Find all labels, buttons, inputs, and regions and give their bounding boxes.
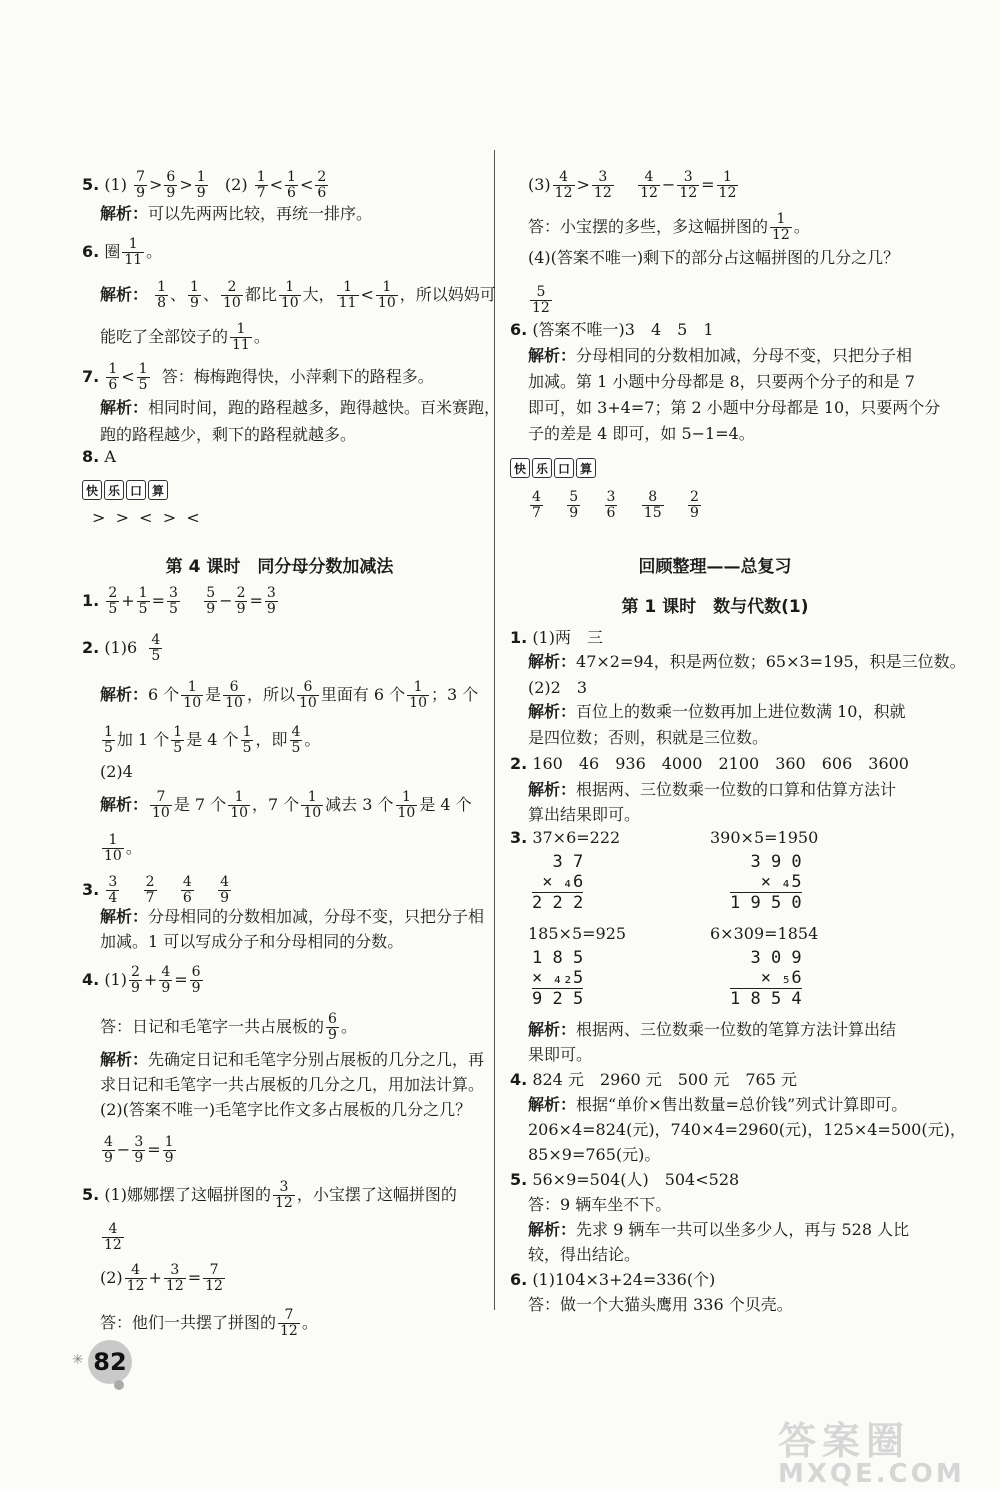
- a5-line: 5. 56×9=504(人) 504<528: [510, 1170, 740, 1189]
- r6-analysis-line4: 子的差是 4 即可，如 5−1=4。: [528, 424, 755, 443]
- watermark-url: MXQE.COM: [778, 1459, 965, 1489]
- watermark-logo: 答案圈: [778, 1419, 911, 1463]
- l4-analysis-line2: 求日记和毛笔字一共占展板的几分之几，用加法计算。: [100, 1075, 485, 1094]
- a1-analysis2: 解析：百位上的数乘一位数再加上进位数满 10，积就: [528, 702, 906, 721]
- q6-analysis-line2: 能吃了全部饺子的 $\frac{1}{11}$ 。: [100, 321, 270, 353]
- a4-analysis-line2: 206×4=824(元)，740×4=2960(元)，125×4=500(元)，: [528, 1120, 966, 1139]
- a2-analysis-line2: 算出结果即可。: [528, 805, 641, 824]
- a4-line: 4. 824 元 2960 元 500 元 765 元: [510, 1070, 797, 1089]
- l4-analysis: 解析：先确定日记和毛笔字分别占展板的几分之几，再: [100, 1050, 485, 1069]
- l2-analysis2: 解析： $\frac{7}{10}$ 是 7 个 $\frac{1}{10}$ ，7 个 $\frac{1}{10}$ 减去 3 个 $\frac{1}{10}$ 是 4 个: [100, 789, 472, 821]
- l2-analysis-line2: $\frac{1}{5}$ 加 1 个 $\frac{1}{5}$ 是 4 个 $\frac{1}{5}$ ，即 $\frac{4}{5}$ 。: [104, 724, 321, 756]
- l4-part2: (2)(答案不唯一)毛笔字比作文多占展板的几分之几？: [100, 1100, 472, 1119]
- a3-expr3: 185×5=925: [528, 924, 627, 943]
- a6-answer: 答：做一个大猫头鹰用 336 个贝壳。: [528, 1295, 793, 1314]
- l2-part2: (2)4: [100, 762, 133, 781]
- l3-line: 3. $\frac{3}{4}$ $\frac{2}{7}$ $\frac{4}{6}$ $\frac{4}{9}$: [82, 874, 230, 906]
- vertical-calc-1: 3 7 × ₄6 2 2 2: [532, 852, 584, 913]
- kuaile-answers: $\frac{4}{7}$ $\frac{5}{9}$ $\frac{3}{6}$ $\frac{8}{15}$ $\frac{2}{9}$: [532, 489, 699, 521]
- l5-line: 5. (1)娜娜摆了这幅拼图的 $\frac{3}{12}$ ，小宝摆了这幅拼图的: [82, 1179, 457, 1211]
- a1-analysis2-line2: 是四位数；否则，积就是三位数。: [528, 728, 769, 747]
- a5-analysis: 解析：先求 9 辆车一共可以坐多少人，再与 528 人比: [528, 1220, 910, 1239]
- l4-line: 4. (1) $\frac{2}{9}$ + $\frac{4}{9}$ = $\frac{6}{9}$: [82, 964, 201, 996]
- a3-expr2: 390×5=1950: [710, 828, 819, 847]
- r6-analysis: 解析：分母相同的分数相加减，分母不变，只把分子相: [528, 346, 913, 365]
- a1-part2: (2)2 3: [528, 678, 588, 697]
- lesson4-title: 第 4 课时 同分母分数加减法: [165, 557, 394, 577]
- fraction: $\frac{2}{6}$: [317, 169, 327, 201]
- kuaile-kousuan-badge: 快 乐 口 算: [510, 458, 596, 478]
- l1-line: 1. $\frac{2}{5}$ + $\frac{1}{5}$ = $\frac{3}{5}$ $\frac{5}{9}$ − $\frac{2}{9}$ = $\frac{3}{9}$: [82, 585, 276, 617]
- a3-expr4: 6×309=1854: [710, 924, 819, 943]
- q6-line: 6. 圈 $\frac{1}{11}$ 。: [82, 236, 163, 268]
- l4-answer: 答：日记和毛笔字一共占展板的 $\frac{6}{9}$ 。: [100, 1011, 357, 1043]
- r3-line: (3) $\frac{4}{12}$ > $\frac{3}{12}$ $\frac{4}{12}$ − $\frac{3}{12}$ = $\frac{1}{12}$: [528, 169, 737, 201]
- r6-analysis-line3: 即可，如 3+4=7；第 2 小题中分母都是 10，只要两个分: [528, 398, 941, 417]
- page-number: 82: [88, 1340, 132, 1384]
- l5-part2: (2) $\frac{4}{12}$ + $\frac{3}{12}$ = $\frac{7}{12}$: [100, 1262, 223, 1294]
- l5-line-cont: $\frac{4}{12}$: [104, 1221, 122, 1253]
- fraction: $\frac{1}{7}$: [256, 169, 266, 201]
- a3-analysis: 解析：根据两、三位数乘一位数的笔算方法计算出结: [528, 1020, 897, 1039]
- q6-analysis: 解析： $\frac{1}{8}$ 、 $\frac{1}{9}$ 、 $\frac{2}{10}$ 都比 $\frac{1}{10}$ 大， $\frac{1}{11}$ < $\frac{1}{10}$ ，所以妈妈可: [100, 279, 496, 311]
- l3-analysis: 解析：分母相同的分数相加减，分母不变，只把分子相: [100, 907, 485, 926]
- q7-line: 7. $\frac{1}{6}$ < $\frac{1}{5}$ 答：梅梅跑得快，小萍剩下的路程多。: [82, 361, 434, 393]
- vertical-calc-4: 3 0 9 × ₅6 1 8 5 4: [730, 948, 802, 1009]
- vertical-calc-3: 1 8 5 × ₄₂5 9 2 5: [532, 948, 584, 1009]
- l4-part2-expr: $\frac{4}{9}$ − $\frac{3}{9}$ = $\frac{1}{9}$: [104, 1134, 174, 1166]
- r6-analysis-line2: 加减。第 1 小题中分母都是 8，只要两个分子的和是 7: [528, 372, 915, 391]
- q5-line: 5. (1) $\frac{7}{9}$ > $\frac{6}{9}$ > $\frac{1}{9}$ (2) $\frac{1}{7}$ < $\frac{1}{6}$ < $\frac{2}{6}$: [82, 169, 327, 201]
- r3-part4-answer: $\frac{5}{12}$: [532, 284, 550, 316]
- l2-line: 2. (1)6 $\frac{4}{5}$: [82, 632, 161, 664]
- a2-line: 2. 160 46 936 4000 2100 360 606 3600: [510, 754, 909, 773]
- a5-answer: 答：9 辆车坐不下。: [528, 1195, 672, 1214]
- q7-analysis: 解析：相同时间，跑的路程越多，跑得越快。百米赛跑，: [100, 398, 501, 417]
- a6-line: 6. (1)104×3+24=336(个): [510, 1270, 716, 1289]
- fraction: $\frac{1}{11}$: [124, 236, 143, 268]
- a4-analysis-line3: 85×9=765(元)。: [528, 1145, 661, 1164]
- a5-analysis-line2: 较，得出结论。: [528, 1245, 641, 1264]
- q8-line: 8. A: [82, 447, 116, 466]
- l2-analysis: 解析：6 个 $\frac{1}{10}$ 是 $\frac{6}{10}$ ，所以 $\frac{6}{10}$ 里面有 6 个 $\frac{1}{10}$ ；3 个: [100, 679, 479, 711]
- r6-line: 6. (答案不唯一)3 4 5 1: [510, 320, 714, 339]
- a2-analysis: 解析：根据两、三位数乘一位数的口算和估算方法计: [528, 780, 897, 799]
- q5-analysis: 解析：可以先两两比较，再统一排序。: [100, 204, 373, 223]
- vertical-calc-2: 3 9 0 × ₄5 1 9 5 0: [730, 852, 802, 913]
- r3-answer: 答：小宝摆的多些，多这幅拼图的 $\frac{1}{12}$ 。: [528, 211, 810, 243]
- a4-analysis: 解析：根据“单价×售出数量=总价钱”列式计算即可。: [528, 1095, 908, 1114]
- a1-line: 1. (1)两 三: [510, 628, 603, 647]
- a3-line: 3. 37×6=222: [510, 828, 621, 847]
- kuaile-answers: > > < > <: [92, 508, 200, 527]
- decorative-dot: [114, 1380, 124, 1390]
- kuaile-kousuan-badge: 快 乐 口 算: [82, 480, 168, 500]
- column-divider: [494, 150, 495, 1310]
- r3-part4: (4)(答案不唯一)剩下的部分占这幅拼图的几分之几？: [528, 248, 900, 267]
- fraction: $\frac{6}{9}$: [166, 169, 176, 201]
- l2-analysis2-line2: $\frac{1}{10}$ 。: [104, 832, 142, 864]
- review-title: 回顾整理——总复习: [638, 557, 792, 577]
- fraction: $\frac{1}{6}$: [287, 169, 296, 201]
- fraction: $\frac{7}{9}$: [136, 169, 145, 201]
- l5-answer: 答：他们一共摆了拼图的 $\frac{7}{12}$ 。: [100, 1307, 318, 1339]
- a3-analysis-line2: 果即可。: [528, 1045, 593, 1064]
- l3-analysis-line2: 加减。1 可以写成分子和分母相同的分数。: [100, 932, 404, 951]
- lesson1-title: 第 1 课时 数与代数(1): [621, 597, 809, 617]
- watermark: [778, 1410, 965, 1489]
- a1-analysis: 解析：47×2=94，积是两位数；65×3=195，积是三位数。: [528, 652, 966, 671]
- q7-analysis-line2: 跑的路程越少，剩下的路程就越多。: [100, 425, 357, 444]
- star-icon: ✳: [72, 1352, 84, 1368]
- fraction: $\frac{1}{9}$: [196, 169, 206, 201]
